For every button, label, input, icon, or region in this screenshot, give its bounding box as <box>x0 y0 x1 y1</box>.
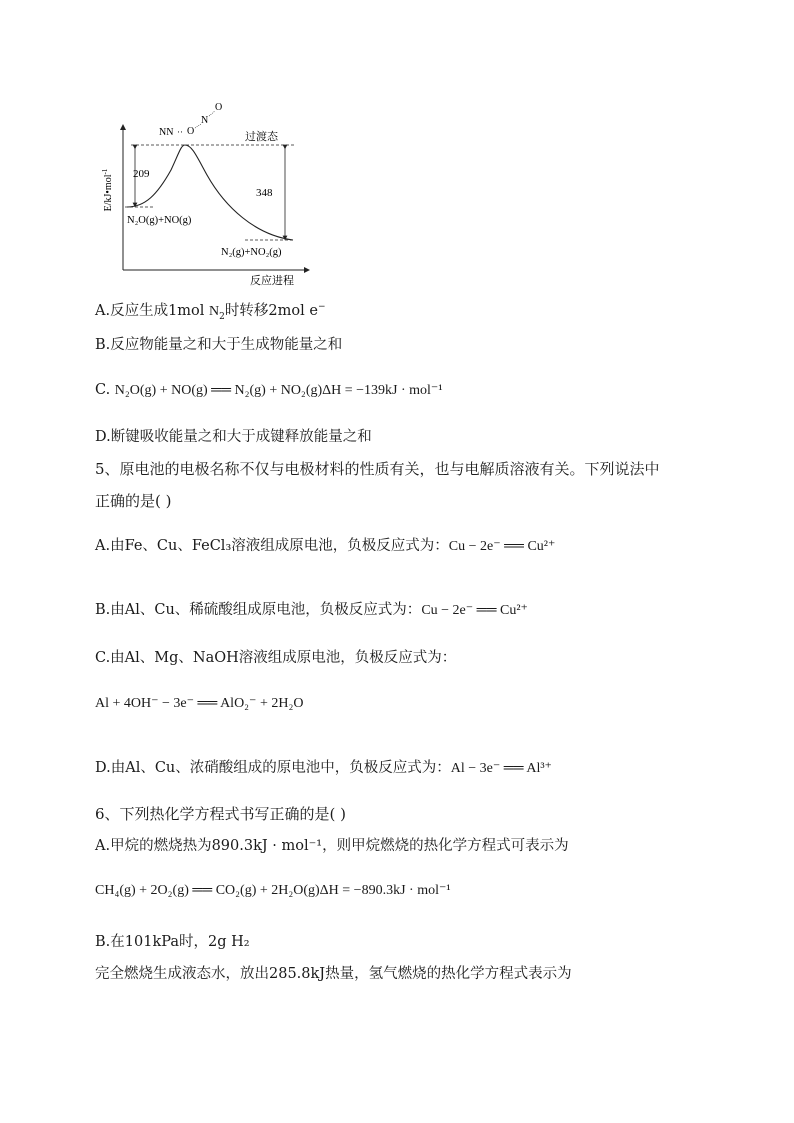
q6-option-b: B.在101kPa时，2g H₂ <box>95 934 250 950</box>
q6-option-a-equation: CH₄(g) + 2O₂(g) ══ CO₂(g) + 2H₂O(g)ΔH = −890.3kJ · mol⁻¹ <box>95 883 451 898</box>
ts-molecule-nn: NN <box>159 127 174 138</box>
q6-option-a: A.甲烷的燃烧热为890.3kJ · mol⁻¹，则甲烷燃烧的热化学方程式可表示为 <box>95 838 569 854</box>
q5-option-c: C.由Al、Mg、NaOH溶液组成原电池，负极反应式为： <box>95 650 457 666</box>
x-axis-label: 反应进程 <box>250 274 294 287</box>
q4-option-c-equation: N₂O(g) + NO(g) ══ N₂(g) + NO₂(g)ΔH = −139kJ · mol⁻¹ <box>114 383 443 398</box>
q5-option-a-equation: Cu − 2e⁻ ══ Cu²⁺ <box>448 539 556 554</box>
product-label: N₂(g)+NO₂(g) <box>221 247 282 258</box>
ts-molecule-o2: O <box>215 102 223 113</box>
energy-diagram <box>95 95 325 295</box>
q5-option-b-equation: Cu − 2e⁻ ══ Cu²⁺ <box>421 603 528 618</box>
q5-option-a: A.由Fe、Cu、FeCl₃溶液组成原电池，负极反应式为：Cu − 2e⁻ ══ Cu²⁺ <box>95 538 556 554</box>
ts-molecule-n: N <box>201 115 209 126</box>
y-axis-label: E/kJ•mol$^{-1}$ <box>101 168 114 212</box>
transition-state-label: 过渡态 <box>245 130 278 143</box>
q6-option-b-cont: 完全燃烧生成液态水，放出285.8kJ热量，氢气燃烧的热化学方程式表示为 <box>95 966 572 982</box>
barrier-forward-value: 209 <box>133 168 150 180</box>
q5-option-d: D.由Al、Cu、浓硝酸组成的原电池中，负极反应式为：Al − 3e⁻ ══ Al³⁺ <box>95 760 552 776</box>
q4-option-c: C. N₂O(g) + NO(g) ══ N₂(g) + NO₂(g)ΔH = −139kJ · mol⁻¹ <box>95 382 443 398</box>
q4-option-b: B.反应物能量之和大于生成物能量之和 <box>95 337 343 353</box>
q5-option-d-equation: Al − 3e⁻ ══ Al³⁺ <box>450 761 552 776</box>
q5-stem-line1: 5、原电池的电极名称不仅与电极材料的性质有关，也与电解质溶液有关。下列说法中 <box>95 460 660 478</box>
q5-option-b: B.由Al、Cu、稀硫酸组成原电池，负极反应式为：Cu − 2e⁻ ══ Cu²⁺ <box>95 602 528 618</box>
q4-option-d: D.断键吸收能量之和大于成键释放能量之和 <box>95 429 372 445</box>
q4-option-a: A.反应生成1mol $N_2$时转移2mol e− <box>95 302 326 322</box>
ts-molecule-bond: ·· <box>177 127 183 137</box>
barrier-reverse-value: 348 <box>256 187 273 199</box>
ts-molecule-o1: O <box>187 126 195 137</box>
q5-option-c-equation: Al + 4OH⁻ − 3e⁻ ══ AlO₂⁻ + 2H₂O <box>95 696 304 711</box>
q6-stem: 6、下列热化学方程式书写正确的是( ) <box>95 805 347 823</box>
q5-stem-line2: 正确的是( ) <box>95 492 172 510</box>
reactant-label: N₂O(g)+NO(g) <box>127 215 192 226</box>
